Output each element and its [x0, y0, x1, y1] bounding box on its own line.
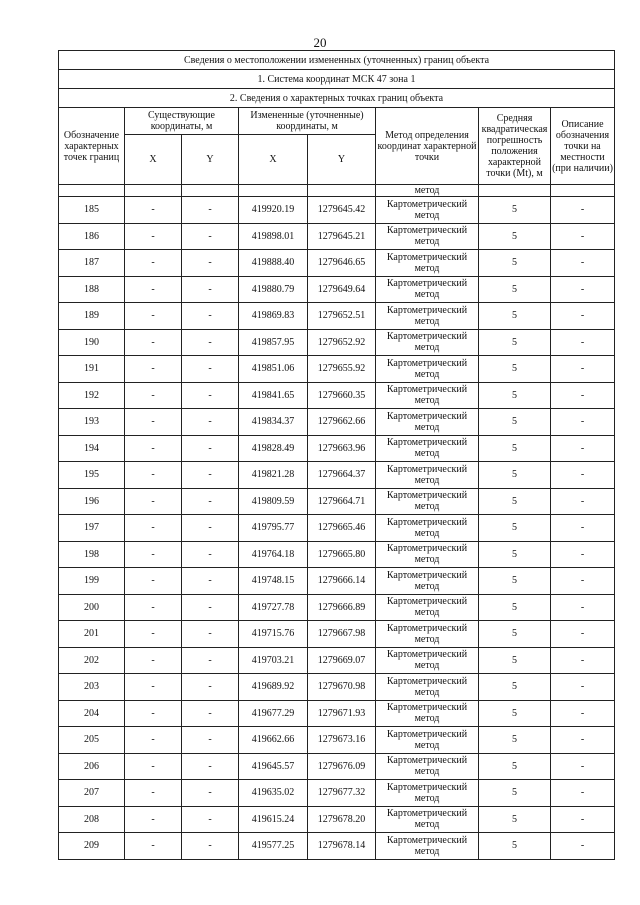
description-cell: -: [551, 753, 615, 780]
point-cell: 203: [59, 674, 125, 701]
error-cell: 5: [479, 250, 551, 277]
method-cell: Картометрический метод: [376, 753, 479, 780]
point-cell: 207: [59, 780, 125, 807]
table-row: [59, 727, 615, 754]
changed-x-cell: 419703.21: [239, 647, 308, 674]
changed-x-cell: 419748.15: [239, 568, 308, 595]
existing-y-cell: -: [182, 568, 239, 595]
changed-y-cell: 1279677.32: [308, 780, 376, 807]
description-cell: -: [551, 223, 615, 250]
table-row: [59, 833, 615, 860]
changed-y-cell: 1279673.16: [308, 727, 376, 754]
method-cell: Картометрический метод: [376, 780, 479, 807]
existing-y-cell: -: [182, 674, 239, 701]
existing-x-cell: -: [125, 833, 182, 860]
existing-x-cell: -: [125, 621, 182, 648]
error-cell: 5: [479, 621, 551, 648]
changed-x-cell: 419795.77: [239, 515, 308, 542]
table-row: [59, 197, 615, 224]
existing-y-cell: -: [182, 382, 239, 409]
point-cell: 191: [59, 356, 125, 383]
description-cell: -: [551, 250, 615, 277]
error-cell: 5: [479, 780, 551, 807]
method-cell: Картометрический метод: [376, 303, 479, 330]
existing-y-cell: -: [182, 197, 239, 224]
method-cell: Картометрический метод: [376, 276, 479, 303]
existing-y-cell: -: [182, 647, 239, 674]
col-header-changed-y: Y: [308, 135, 376, 185]
changed-y-cell: 1279646.65: [308, 250, 376, 277]
table-row: [59, 329, 615, 356]
description-cell: -: [551, 833, 615, 860]
description-cell: -: [551, 568, 615, 595]
point-cell: 185: [59, 197, 125, 224]
error-cell: 5: [479, 303, 551, 330]
existing-y-cell: -: [182, 621, 239, 648]
method-cell: Картометрический метод: [376, 382, 479, 409]
point-cell: 208: [59, 806, 125, 833]
changed-y-cell: 1279645.42: [308, 197, 376, 224]
coordinate-system-label: 1. Система координат МСК 47 зона 1: [59, 70, 615, 89]
point-cell: 199: [59, 568, 125, 595]
existing-x-cell: -: [125, 435, 182, 462]
description-cell: -: [551, 594, 615, 621]
col-header-changed-x: X: [239, 135, 308, 185]
changed-y-cell: 1279649.64: [308, 276, 376, 303]
method-cell: Картометрический метод: [376, 462, 479, 489]
existing-x-cell: -: [125, 488, 182, 515]
table-row: [59, 647, 615, 674]
changed-x-cell: 419662.66: [239, 727, 308, 754]
existing-y-cell: -: [182, 727, 239, 754]
changed-x-cell: 419635.02: [239, 780, 308, 807]
existing-y-cell: -: [182, 594, 239, 621]
method-cell: Картометрический метод: [376, 647, 479, 674]
changed-y-cell: 1279667.98: [308, 621, 376, 648]
point-cell: 209: [59, 833, 125, 860]
description-cell: -: [551, 780, 615, 807]
method-cell: Картометрический метод: [376, 223, 479, 250]
method-cell: Картометрический метод: [376, 568, 479, 595]
changed-x-cell: 419645.57: [239, 753, 308, 780]
changed-y-cell: 1279655.92: [308, 356, 376, 383]
method-cell: Картометрический метод: [376, 356, 479, 383]
col-header-changed: Измененные (уточненные) координаты, м: [239, 108, 376, 135]
existing-y-cell: -: [182, 276, 239, 303]
method-cell: Картометрический метод: [376, 435, 479, 462]
changed-x-cell: 419727.78: [239, 594, 308, 621]
point-cell: 193: [59, 409, 125, 436]
changed-x-cell: 419898.01: [239, 223, 308, 250]
existing-x-cell: -: [125, 382, 182, 409]
changed-y-cell: 1279676.09: [308, 753, 376, 780]
existing-y-cell: -: [182, 462, 239, 489]
description-cell: -: [551, 382, 615, 409]
existing-x-cell: -: [125, 753, 182, 780]
existing-y-cell: -: [182, 435, 239, 462]
error-cell: 5: [479, 674, 551, 701]
method-cell: Картометрический метод: [376, 621, 479, 648]
changed-y-cell: 1279666.89: [308, 594, 376, 621]
description-cell: -: [551, 329, 615, 356]
changed-y-cell: 1279664.71: [308, 488, 376, 515]
changed-y-cell: 1279652.92: [308, 329, 376, 356]
existing-x-cell: -: [125, 594, 182, 621]
description-cell: -: [551, 621, 615, 648]
point-cell: 205: [59, 727, 125, 754]
continuation-method: метод: [376, 185, 479, 197]
point-cell: 202: [59, 647, 125, 674]
changed-y-cell: 1279678.20: [308, 806, 376, 833]
changed-y-cell: 1279671.93: [308, 700, 376, 727]
point-cell: 198: [59, 541, 125, 568]
changed-x-cell: 419834.37: [239, 409, 308, 436]
existing-x-cell: -: [125, 356, 182, 383]
existing-y-cell: -: [182, 488, 239, 515]
changed-x-cell: 419851.06: [239, 356, 308, 383]
existing-y-cell: -: [182, 409, 239, 436]
changed-x-cell: 419715.76: [239, 621, 308, 648]
existing-y-cell: -: [182, 806, 239, 833]
point-cell: 190: [59, 329, 125, 356]
table-row: [59, 435, 615, 462]
changed-y-cell: 1279660.35: [308, 382, 376, 409]
changed-y-cell: 1279669.07: [308, 647, 376, 674]
existing-x-cell: -: [125, 541, 182, 568]
error-cell: 5: [479, 806, 551, 833]
description-cell: -: [551, 356, 615, 383]
changed-x-cell: 419821.28: [239, 462, 308, 489]
error-cell: 5: [479, 276, 551, 303]
description-cell: -: [551, 409, 615, 436]
changed-y-cell: 1279652.51: [308, 303, 376, 330]
col-header-existing-y: Y: [182, 135, 239, 185]
changed-x-cell: 419577.25: [239, 833, 308, 860]
col-header-description: Описание обозначения точки на местности (при наличии): [551, 108, 615, 185]
existing-x-cell: -: [125, 329, 182, 356]
col-header-error: Средняя квадратическая погрешность положения характерной точки (Mt), м: [479, 108, 551, 185]
description-cell: -: [551, 806, 615, 833]
changed-x-cell: 419888.40: [239, 250, 308, 277]
existing-x-cell: -: [125, 806, 182, 833]
changed-y-cell: 1279664.37: [308, 462, 376, 489]
existing-x-cell: -: [125, 303, 182, 330]
changed-y-cell: 1279665.80: [308, 541, 376, 568]
existing-x-cell: -: [125, 780, 182, 807]
changed-x-cell: 419828.49: [239, 435, 308, 462]
table-row: [59, 674, 615, 701]
existing-x-cell: -: [125, 409, 182, 436]
error-cell: 5: [479, 568, 551, 595]
table-row: [59, 223, 615, 250]
method-cell: Картометрический метод: [376, 833, 479, 860]
existing-y-cell: -: [182, 541, 239, 568]
description-cell: -: [551, 276, 615, 303]
existing-x-cell: -: [125, 647, 182, 674]
continuation-row: [59, 185, 615, 197]
col-header-existing-x: X: [125, 135, 182, 185]
changed-x-cell: 419857.95: [239, 329, 308, 356]
changed-y-cell: 1279663.96: [308, 435, 376, 462]
error-cell: 5: [479, 197, 551, 224]
point-cell: 206: [59, 753, 125, 780]
existing-y-cell: -: [182, 833, 239, 860]
point-cell: 189: [59, 303, 125, 330]
point-cell: 187: [59, 250, 125, 277]
table-row: [59, 621, 615, 648]
existing-x-cell: -: [125, 700, 182, 727]
method-cell: Картометрический метод: [376, 197, 479, 224]
table-row: [59, 541, 615, 568]
table-row: [59, 356, 615, 383]
description-cell: -: [551, 303, 615, 330]
description-cell: -: [551, 727, 615, 754]
table-row: [59, 462, 615, 489]
section-label: 2. Сведения о характерных точках границ объекта: [59, 89, 615, 108]
changed-y-cell: 1279645.21: [308, 223, 376, 250]
method-cell: Картометрический метод: [376, 727, 479, 754]
description-cell: -: [551, 674, 615, 701]
table-row: [59, 806, 615, 833]
existing-x-cell: -: [125, 223, 182, 250]
changed-x-cell: 419615.24: [239, 806, 308, 833]
existing-y-cell: -: [182, 780, 239, 807]
changed-x-cell: 419880.79: [239, 276, 308, 303]
changed-x-cell: 419869.83: [239, 303, 308, 330]
point-cell: 201: [59, 621, 125, 648]
existing-x-cell: -: [125, 568, 182, 595]
error-cell: 5: [479, 515, 551, 542]
method-cell: Картометрический метод: [376, 515, 479, 542]
error-cell: 5: [479, 329, 551, 356]
description-cell: -: [551, 462, 615, 489]
col-header-existing: Существующие координаты, м: [125, 108, 239, 135]
point-cell: 188: [59, 276, 125, 303]
description-cell: -: [551, 197, 615, 224]
description-cell: -: [551, 700, 615, 727]
description-cell: -: [551, 647, 615, 674]
method-cell: Картометрический метод: [376, 594, 479, 621]
existing-y-cell: -: [182, 223, 239, 250]
table-row: [59, 250, 615, 277]
error-cell: 5: [479, 541, 551, 568]
table-row: [59, 780, 615, 807]
changed-x-cell: 419809.59: [239, 488, 308, 515]
changed-x-cell: 419689.92: [239, 674, 308, 701]
method-cell: Картометрический метод: [376, 674, 479, 701]
existing-x-cell: -: [125, 276, 182, 303]
existing-x-cell: -: [125, 727, 182, 754]
point-cell: 197: [59, 515, 125, 542]
changed-x-cell: 419841.65: [239, 382, 308, 409]
table-row: [59, 303, 615, 330]
method-cell: Картометрический метод: [376, 409, 479, 436]
existing-x-cell: -: [125, 515, 182, 542]
description-cell: -: [551, 515, 615, 542]
error-cell: 5: [479, 382, 551, 409]
point-cell: 200: [59, 594, 125, 621]
error-cell: 5: [479, 356, 551, 383]
existing-y-cell: -: [182, 303, 239, 330]
existing-y-cell: -: [182, 515, 239, 542]
error-cell: 5: [479, 462, 551, 489]
changed-x-cell: 419677.29: [239, 700, 308, 727]
existing-y-cell: -: [182, 250, 239, 277]
description-cell: -: [551, 488, 615, 515]
table-row: [59, 568, 615, 595]
method-cell: Картометрический метод: [376, 806, 479, 833]
method-cell: Картометрический метод: [376, 250, 479, 277]
error-cell: 5: [479, 594, 551, 621]
changed-x-cell: 419920.19: [239, 197, 308, 224]
error-cell: 5: [479, 223, 551, 250]
point-cell: 186: [59, 223, 125, 250]
error-cell: 5: [479, 753, 551, 780]
changed-y-cell: 1279665.46: [308, 515, 376, 542]
point-cell: 194: [59, 435, 125, 462]
error-cell: 5: [479, 488, 551, 515]
method-cell: Картометрический метод: [376, 329, 479, 356]
existing-y-cell: -: [182, 356, 239, 383]
col-header-method: Метод определения координат характерной точки: [376, 108, 479, 185]
existing-y-cell: -: [182, 329, 239, 356]
error-cell: 5: [479, 435, 551, 462]
table-row: [59, 409, 615, 436]
table-row: [59, 753, 615, 780]
col-header-designation: Обозначение характерных точек границ: [59, 108, 125, 185]
existing-y-cell: -: [182, 753, 239, 780]
existing-x-cell: -: [125, 197, 182, 224]
description-cell: -: [551, 541, 615, 568]
existing-y-cell: -: [182, 700, 239, 727]
changed-x-cell: 419764.18: [239, 541, 308, 568]
error-cell: 5: [479, 647, 551, 674]
point-cell: 192: [59, 382, 125, 409]
point-cell: 204: [59, 700, 125, 727]
table-title: Сведения о местоположении измененных (уточненных) границ объекта: [59, 51, 615, 70]
coordinates-table: [58, 50, 615, 860]
error-cell: 5: [479, 833, 551, 860]
error-cell: 5: [479, 700, 551, 727]
error-cell: 5: [479, 409, 551, 436]
changed-y-cell: 1279678.14: [308, 833, 376, 860]
point-cell: 195: [59, 462, 125, 489]
changed-y-cell: 1279662.66: [308, 409, 376, 436]
method-cell: Картометрический метод: [376, 488, 479, 515]
method-cell: Картометрический метод: [376, 700, 479, 727]
table-row: [59, 515, 615, 542]
table-row: [59, 276, 615, 303]
page-number: 20: [313, 35, 327, 50]
existing-x-cell: -: [125, 250, 182, 277]
method-cell: Картометрический метод: [376, 541, 479, 568]
error-cell: 5: [479, 727, 551, 754]
description-cell: -: [551, 435, 615, 462]
existing-x-cell: -: [125, 674, 182, 701]
table-row: [59, 700, 615, 727]
changed-y-cell: 1279670.98: [308, 674, 376, 701]
table-row: [59, 382, 615, 409]
existing-x-cell: -: [125, 462, 182, 489]
table-row: [59, 488, 615, 515]
point-cell: 196: [59, 488, 125, 515]
table-row: [59, 594, 615, 621]
changed-y-cell: 1279666.14: [308, 568, 376, 595]
